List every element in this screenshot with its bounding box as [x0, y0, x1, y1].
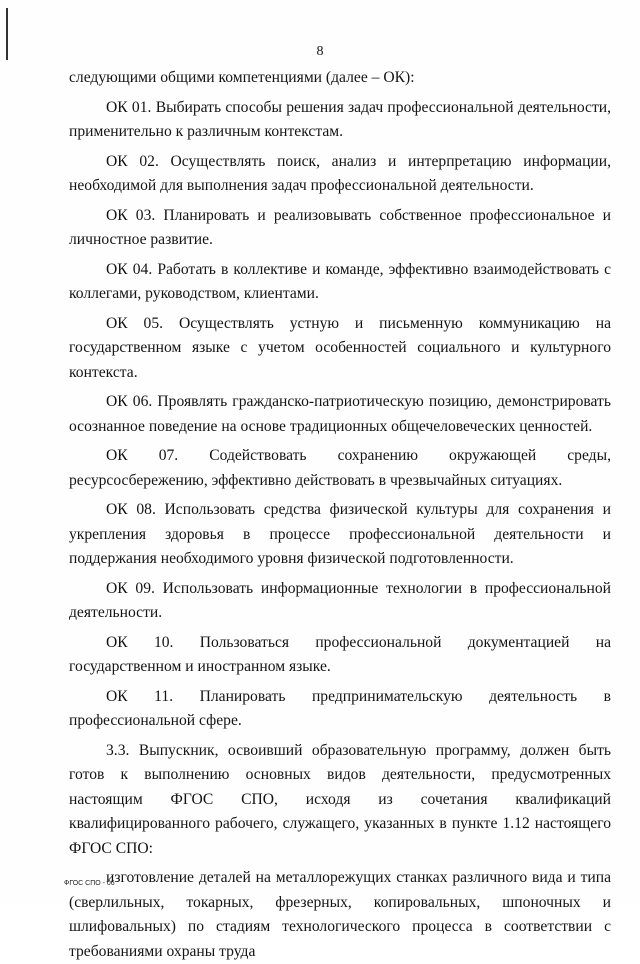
lead-line: следующими общими компетенциями (далее – ОК):: [69, 69, 415, 86]
competency-ok-03: ОК 03. Планировать и реализовывать собственное профессиональное и личностное развитие.: [69, 206, 611, 248]
competency-ok-04: ОК 04. Работать в коллективе и команде, эффективно взаимодействовать с коллегами, руководством, клиентами.: [69, 260, 611, 302]
footer-code: ФГОС СПО - 06: [64, 880, 115, 887]
document-body: [69, 66, 611, 964]
competency-ok-10: ОК 10. Пользоваться профессиональной документацией на государственном и иностранном языке.: [69, 633, 611, 675]
competency-ok-01: ОК 01. Выбирать способы решения задач профессиональной деятельности, применительно к различным контекстам.: [69, 98, 611, 140]
competency-ok-02: ОК 02. Осуществлять поиск, анализ и интерпретацию информации, необходимой для выполнения задач профессиональной деятельности.: [69, 152, 611, 194]
competency-ok-08: ОК 08. Использовать средства физической культуры для сохранения и укрепления здоровья в процессе профессиональной деятельности и поддержания необходимого уровня физической подготовленности.: [69, 501, 611, 567]
competency-ok-09: ОК 09. Использовать информационные технологии в профессиональной деятельности.: [69, 579, 611, 621]
section-3-3-paragraph: 3.3. Выпускник, освоивший образовательную программу, должен быть готов к выполнению основных видов деятельности, предусмотренных настоящим ФГОС СПО, исходя из сочетания квалификаций квалифицированного рабочего, служащего, указанных в пункте 1.12 настоящего ФГОС СПО:: [69, 741, 611, 857]
competency-ok-05: ОК 05. Осуществлять устную и письменную коммуникацию на государственном языке с учетом особенностей социального и культурного контекста.: [69, 314, 611, 381]
competency-ok-11: ОК 11. Планировать предпринимательскую деятельность в профессиональной сфере.: [69, 687, 611, 729]
competency-ok-06: ОК 06. Проявлять гражданско-патриотическую позицию, демонстрировать осознанное поведение на основе традиционных общечеловеческих ценностей.: [69, 393, 611, 435]
page-number: 8: [316, 44, 324, 59]
competency-ok-07: ОК 07. Содействовать сохранению окружающей среды, ресурсосбережению, эффективно действовать в чрезвычайных ситуациях.: [69, 447, 611, 489]
activity-paragraph: изготовление деталей на металлорежущих станках различного вида и типа (сверлильных, токарных, фрезерных, копировальных, шпоночных и шлифовальных) по стадиям технологического процесса в соответствии с требованиями охраны труда: [69, 869, 611, 960]
